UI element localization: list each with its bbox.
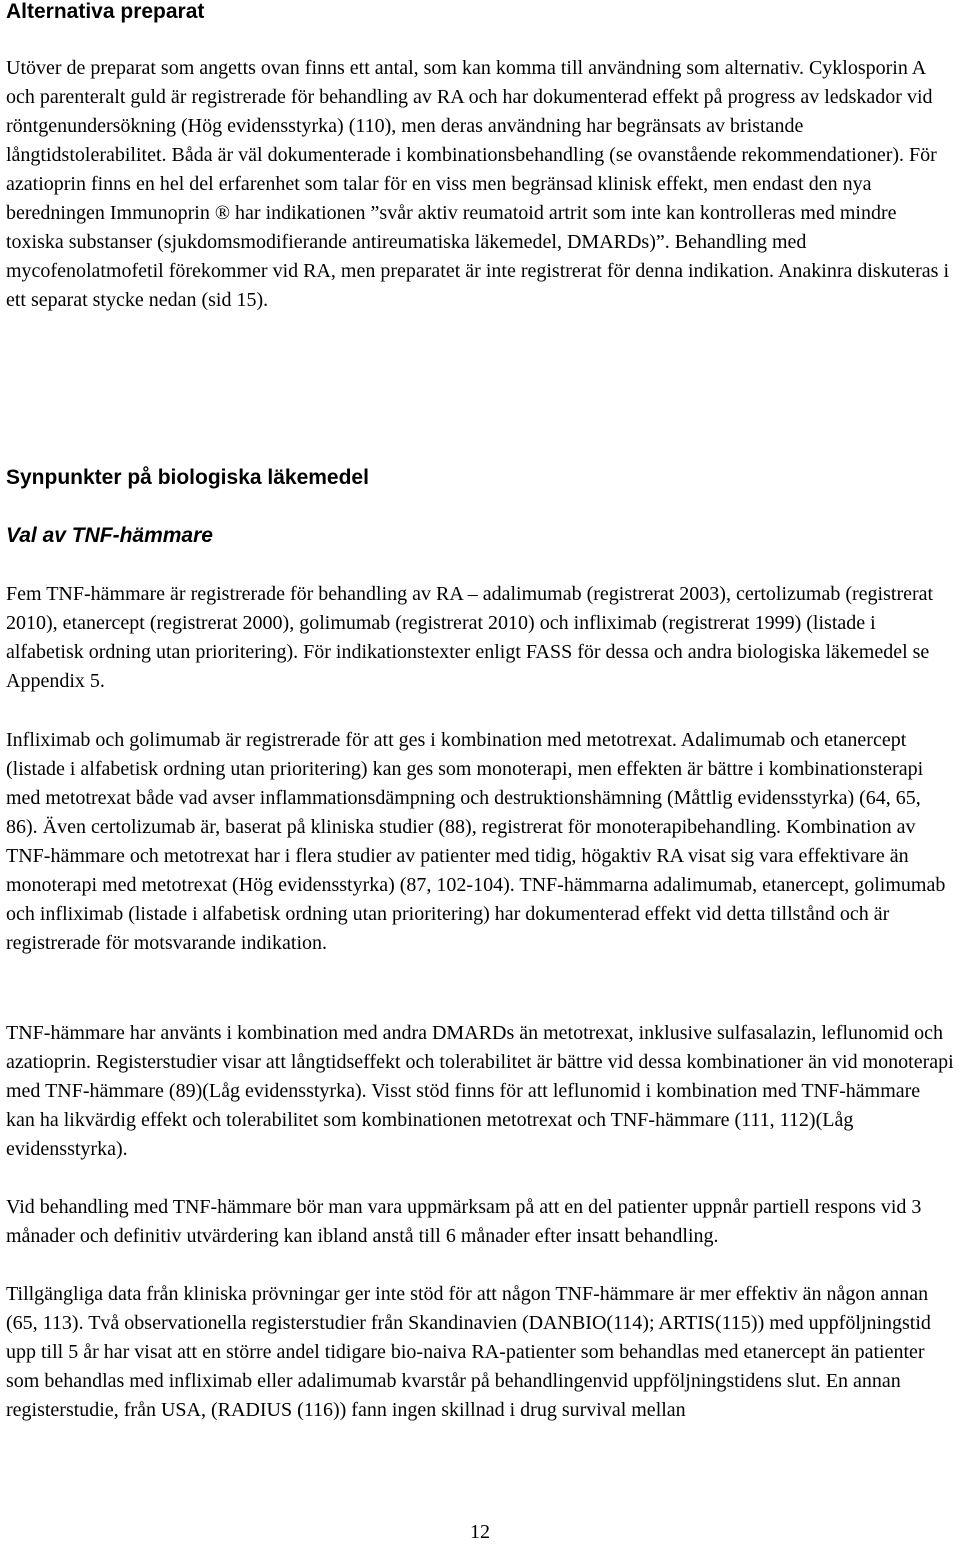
paragraph-tillgangliga-data: Tillgängliga data från kliniska prövningar ger inte stöd för att någon TNF-hämmare är mer effektiv än någon annan (65, 113). Två observationella registerstudier från Skandinavien (DANBIO(114); ARTIS(115)) med uppföljningstid upp till 5 år har visat att en större andel tidigare bio-naiva RA-patienter som behandlas med etanercept än patienter som behandlas med infliximab eller adalimumab kvarstår på behandlingenvid uppföljningstidens slut. En annan registerstudie, från USA, (RADIUS (116)) fann ingen skillnad i drug survival mellan	[6, 1283, 931, 1421]
page-number: 12	[470, 1521, 490, 1543]
paragraph-tnf-kombination: TNF-hämmare har använts i kombination med andra DMARDs än metotrexat, inklusive sulfasalazin, leflunomid och azatioprin. Registerstudier visar att långtidseffekt och tolerabilitet är bättre vid dessa kombinationer än vid monoterapi med TNF-hämmare (89)(Låg evidensstyrka). Visst stöd finns för att leflunomid i kombination med TNF-hämmare kan ha likvärdig effekt och tolerabilitet som kombinationen metotrexat och TNF-hämmare (111, 112)(Låg evidensstyrka).	[6, 1022, 954, 1160]
paragraph-alternativa: Utöver de preparat som angetts ovan finns ett antal, som kan komma till användning som alternativ. Cyklosporin A och parenteralt guld är registrerade för behandling av RA och har dokumenterad effekt på progress av ledskador vid röntgenundersökning (Hög evidensstyrka) (110), men deras användning har begränsats av bristande långtidstolerabilitet. Båda är väl dokumenterade i kombinationsbehandling (se ovanstående rekommendationer). För azatioprin finns en hel del erfarenhet som talar för en viss men begränsad klinisk effekt, men endast den nya beredningen Immunoprin ® har indikationen ”svår aktiv reumatoid artrit som inte kan kontrolleras med mindre toxiska substanser (sjukdomsmodifierande antireumatiska läkemedel, DMARDs)”. Behandling med mycofenolatmofetil förekommer vid RA, men preparatet är inte registrerat för denna indikation. Anakinra diskuteras i ett separat stycke nedan (sid 15).	[6, 57, 950, 311]
subheading-val-av-tnf: Val av TNF-hämmare	[6, 524, 213, 547]
paragraph-vid-behandling: Vid behandling med TNF-hämmare bör man vara uppmärksam på att en del patienter uppnår partiell respons vid 3 månader och definitiv utvärdering kan ibland anstå till 6 månader efter insatt behandling.	[6, 1196, 922, 1247]
section-heading-alternativa: Alternativa preparat	[6, 0, 205, 23]
section-heading-synpunkter: Synpunkter på biologiska läkemedel	[6, 466, 369, 489]
paragraph-fem-tnf: Fem TNF-hämmare är registrerade för behandling av RA – adalimumab (registrerat 2003), certolizumab (registrerat 2010), etanercept (registrerat 2000), golimumab (registrerat 2010) och infliximab (registrerat 1999) (listade i alfabetisk ordning utan prioritering). För indikationstexter enligt FASS för dessa och andra biologiska läkemedel se Appendix 5.	[6, 583, 934, 692]
paragraph-infliximab-golimumab: Infliximab och golimumab är registrerade för att ges i kombination med metotrexat. Adalimumab och etanercept (listade i alfabetisk ordning utan prioritering) kan ges som monoterapi, men effekten är bättre i kombinationsterapi med metotrexat både vad avser inflammationsdämpning och destruktionshämning (Måttlig evidensstyrka) (64, 65, 86). Även certolizumab är, baserat på kliniska studier (88), registrerat för monoterapibehandling. Kombination av TNF-hämmare och metotrexat har i flera studier av patienter med tidig, högaktiv RA visat sig vara effektivare än monoterapi med metotrexat (Hög evidensstyrka) (87, 102-104). TNF-hämmarna adalimumab, etanercept, golimumab och infliximab (listade i alfabetisk ordning utan prioritering) har dokumenterad effekt vid detta tillstånd och är registrerade för motsvarande indikation.	[6, 729, 946, 954]
